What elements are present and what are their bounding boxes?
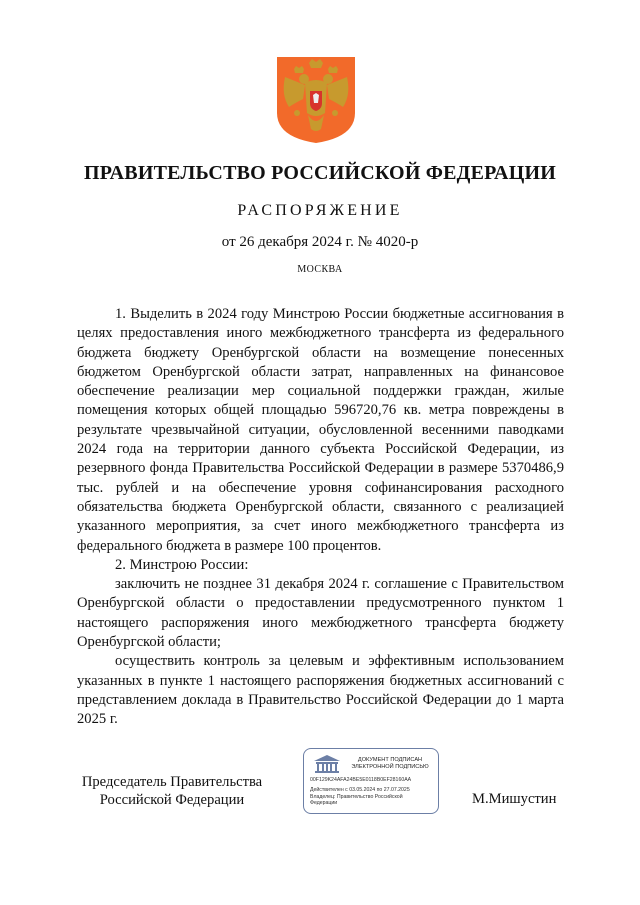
paragraph-1: 1. Выделить в 2024 году Минстрою России бюджетные ассигнования в целях предоставления иного межбюджетного трансферта из федерального бюджета бюджету Оренбургской области на возмещение понесенных бюджетом Оренбургской области затрат, направленных на финансовое обеспечение реализации мер социальной поддержки граждан, жилые помещения которых общей площадью 596720,76 кв. метра повреждены в результате чрезвычайной ситуации, обусловленной весенними паводками 2024 года на территории данного субъекта Российской Федерации, из резервного фонда Правительства Российской Федерации в размере 5370486,9 тыс. рублей и на обеспечение уровня софинансирования расходного обязательства бюджета Оренбургской области, связанного с реализацией указанного мероприятия, за счет иного межбюджетного трансферта из федерального бюджета в размере 100 процентов. — [77, 306, 564, 554]
signatory-position-line-1: Председатель Правительства — [81, 774, 263, 790]
signatory-name: М.Мишустин — [472, 791, 557, 807]
stamp-owner-line-1: Владелец: Правительство Российской — [310, 794, 403, 800]
signatory-position-line-2: Российской Федерации — [99, 792, 245, 808]
stamp-owner-line-2: Федерации — [310, 800, 338, 806]
stamp-certificate: 00F129K24AFA24BE5E0118B0EF28160AA — [310, 777, 412, 783]
paragraph-2: 2. Минстрою России: — [115, 556, 249, 573]
stamp-title — [346, 757, 434, 771]
stamp-title-line-2: ЭЛЕКТРОННОЙ ПОДПИСЬЮ — [351, 764, 429, 770]
paragraph-2-item-1: заключить не позднее 31 декабря 2024 г. соглашение с Правительством Оренбургской области о предоставлении предусмотренного пунктом 1 настоящего распоряжения иного межбюджетного трансферта бюджету Оренбургской области; — [77, 576, 564, 651]
document-body — [77, 305, 564, 730]
russian-coat-of-arms-icon — [275, 55, 357, 145]
organization-title: ПРАВИТЕЛЬСТВО РОССИЙСКОЙ ФЕДЕРАЦИИ — [84, 162, 556, 184]
signatory-position — [77, 773, 267, 809]
document-date-number: от 26 декабря 2024 г. № 4020-р — [221, 234, 419, 250]
document-city: МОСКВА — [297, 264, 343, 275]
stamp-validity: Действителен с 03.05.2024 по 27.07.2025 — [310, 787, 410, 793]
document-type: РАСПОРЯЖЕНИЕ — [237, 202, 403, 219]
stamp-title-line-1: ДОКУМЕНТ ПОДПИСАН — [357, 757, 423, 763]
paragraph-2-item-2: осуществить контроль за целевым и эффективным использованием указанных в пункте 1 настоящего распоряжения бюджетных ассигнований с представлением доклада в Правительство Российской Федерации до 1 марта 2025 г. — [77, 653, 564, 728]
government-building-icon — [312, 754, 342, 774]
electronic-signature-stamp — [303, 748, 439, 814]
